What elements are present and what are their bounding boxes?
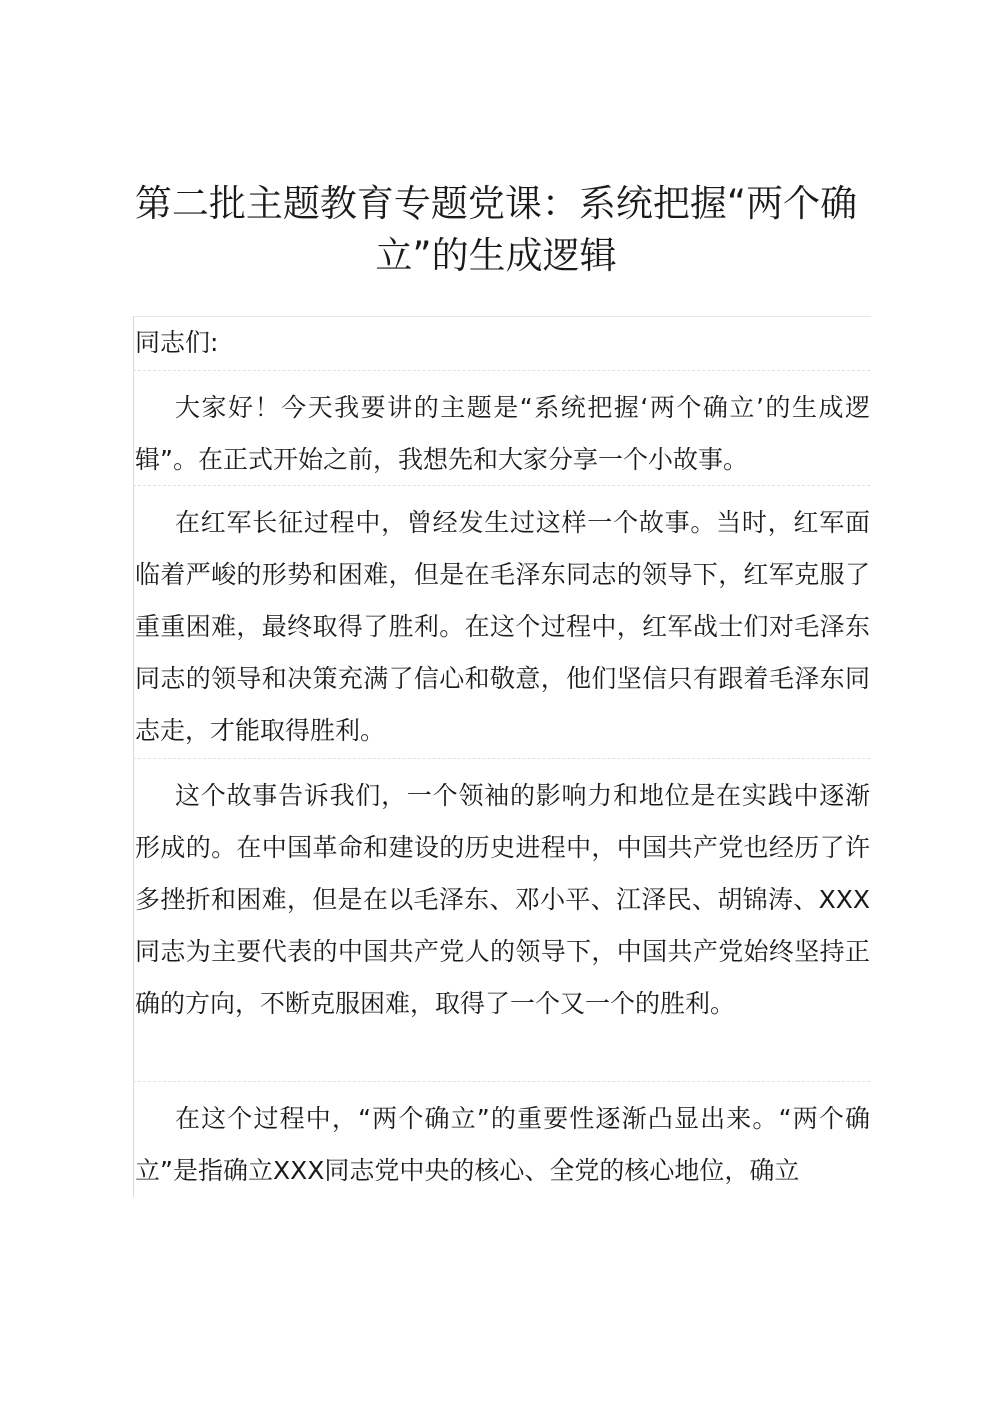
paragraph-3: 这个故事告诉我们，一个领袖的影响力和地位是在实践中逐渐形成的。在中国革命和建设的历史进程中，中国共产党也经历了许多挫折和困难，但是在以毛泽东、邓小平、江泽民、胡锦涛、XXX同志为主要代表的中国共产党人的领导下，中国共产党始终坚持正确的方向，不断克服困难，取得了一个又一个的胜利。 <box>135 781 870 1018</box>
paragraph-1: 大家好！今天我要讲的主题是“系统把握‘两个确立’的生成逻辑”。在正式开始之前，我想先和大家分享一个小故事。 <box>135 393 870 474</box>
document-title: 第二批主题教育专题党课：系统把握“两个确立”的生成逻辑 <box>134 182 858 277</box>
paragraph-divider <box>133 758 870 759</box>
paragraph-divider <box>133 485 870 486</box>
paragraph-2: 在红军长征过程中，曾经发生过这样一个故事。当时，红军面临着严峻的形势和困难，但是在毛泽东同志的领导下，红军克服了重重困难，最终取得了胜利。在这个过程中，红军战士们对毛泽东同志的领导和决策充满了信心和敬意，他们坚信只有跟着毛泽东同志走，才能取得胜利。 <box>135 508 870 745</box>
paragraph-4: 在这个过程中，“两个确立”的重要性逐渐凸显出来。“两个确立”是指确立XXX同志党中央的核心、全党的核心地位，确立 <box>135 1104 870 1185</box>
salutation: 同志们: <box>135 328 219 357</box>
paragraph-divider <box>133 370 870 371</box>
paragraph-divider <box>133 1081 870 1082</box>
